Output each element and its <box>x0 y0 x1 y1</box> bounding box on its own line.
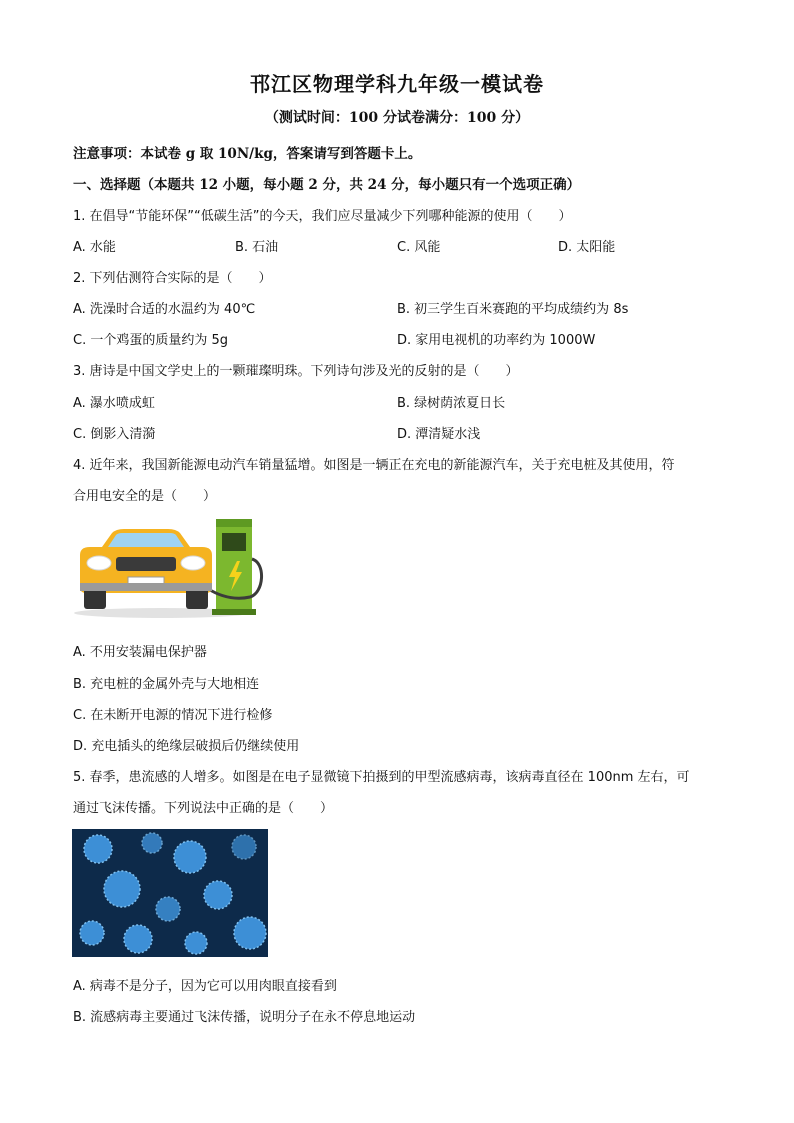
question-1-stem: 1. 在倡导“节能环保”“低碳生活”的今天，我们应尽量减少下列哪种能源的使用（ ） <box>73 209 572 224</box>
question-5-option-b: B. 流感病毒主要通过飞沫传播，说明分子在永不停息地运动 <box>73 1010 416 1025</box>
virus-particle <box>84 835 112 863</box>
question-2-option-a: A. 洗澡时合适的水温约为 40℃ <box>73 302 256 317</box>
question-1-option-d: D. 太阳能 <box>558 240 616 255</box>
virus-particle <box>232 835 256 859</box>
question-1-option-b: B. 石油 <box>235 240 279 255</box>
question-4-option-b: B. 充电桩的金属外壳与大地相连 <box>73 677 260 692</box>
question-4-stem-line1: 4. 近年来，我国新能源电动汽车销量猛增。如图是一辆正在充电的新能源汽车，关于充电桩及其使用，符 <box>73 458 675 473</box>
car-headlight-right <box>181 556 205 570</box>
charger-base <box>212 609 256 615</box>
virus-micrograph <box>72 829 268 957</box>
question-4-stem-line2: 合用电安全的是（ ） <box>73 489 217 504</box>
virus-particle <box>142 833 162 853</box>
exam-subtitle: （测试时间：100 分试卷满分：100 分） <box>264 110 530 126</box>
car-windshield <box>108 533 184 547</box>
charger-top <box>216 519 252 527</box>
question-3-stem: 3. 唐诗是中国文学史上的一颗璀璨明珠。下列诗句涉及光的反射的是（ ） <box>73 364 519 379</box>
question-1-option-a: A. 水能 <box>73 240 116 255</box>
notice-text: 注意事项：本试卷 g 取 10N/kg，答案请写到答题卡上。 <box>73 146 422 162</box>
question-2-option-c: C. 一个鸡蛋的质量约为 5g <box>73 333 228 348</box>
question-3-option-a: A. 瀑水喷成虹 <box>73 396 155 411</box>
car-headlight-left <box>87 556 111 570</box>
question-3-option-c: C. 倒影入清漪 <box>73 427 156 442</box>
car-bumper <box>80 583 212 591</box>
car-grille <box>116 557 176 571</box>
question-2-option-d: D. 家用电视机的功率约为 1000W <box>397 333 596 348</box>
question-2-option-b: B. 初三学生百米赛跑的平均成绩约为 8s <box>397 302 629 317</box>
question-4-option-c: C. 在未断开电源的情况下进行检修 <box>73 708 273 723</box>
question-4-option-a: A. 不用安装漏电保护器 <box>73 645 207 660</box>
question-2-stem: 2. 下列估测符合实际的是（ ） <box>73 271 272 286</box>
question-5-stem-line2: 通过飞沫传播。下列说法中正确的是（ ） <box>73 801 334 816</box>
virus-particle <box>174 841 206 873</box>
virus-particle <box>185 932 207 954</box>
virus-particle <box>234 917 266 949</box>
section-heading: 一、选择题（本题共 12 小题，每小题 2 分，共 24 分，每小题只有一个选项正确） <box>73 177 581 193</box>
virus-particle <box>80 921 104 945</box>
charger-screen <box>222 533 246 551</box>
question-4-option-d: D. 充电插头的绝缘层破损后仍继续使用 <box>73 739 300 754</box>
charging-car-illustration <box>72 515 268 619</box>
question-1-option-c: C. 风能 <box>397 240 441 255</box>
virus-particle <box>104 871 140 907</box>
virus-particle <box>204 881 232 909</box>
question-5-option-a: A. 病毒不是分子，因为它可以用肉眼直接看到 <box>73 979 337 994</box>
question-3-option-d: D. 潭清疑水浅 <box>397 427 481 442</box>
virus-particle <box>124 925 152 953</box>
question-5-stem-line1: 5. 春季，患流感的人增多。如图是在电子显微镜下拍摄到的甲型流感病毒，该病毒直径在 100nm 左右，可 <box>73 770 690 785</box>
virus-particle <box>156 897 180 921</box>
exam-title: 邗江区物理学科九年级一模试卷 <box>250 72 544 96</box>
question-3-option-b: B. 绿树荫浓夏日长 <box>397 396 506 411</box>
